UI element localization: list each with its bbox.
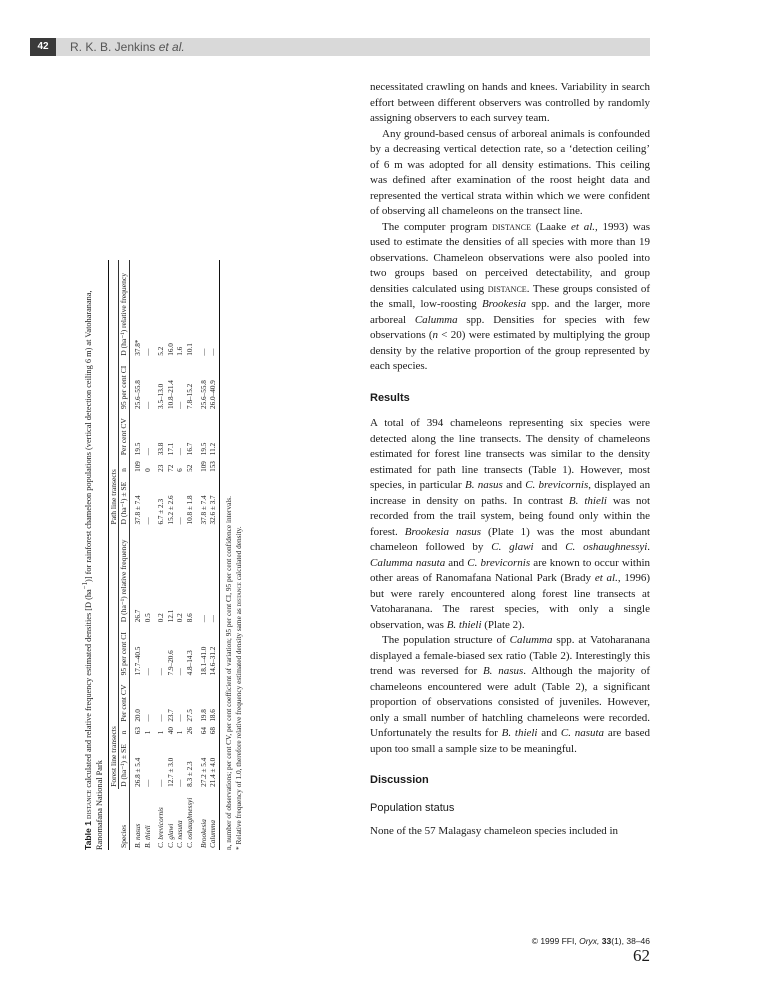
table-row: Calumma 21.4 ± 4.0 68 18.6 14.6–31.2 — 32.6 ± 3.7 153 11.2 26.0–40.9 — xyxy=(209,260,219,850)
col-path-relfreq: D (ha⁻¹) relative frequency xyxy=(119,272,129,356)
folio-number: 62 xyxy=(633,946,650,965)
table-row: Brookesia 27.2 ± 5.4 64 19.8 18.1–41.0 — 37.8 ± 7.4 109 19.5 25.6–55.8 — xyxy=(199,348,208,848)
table-footnote-2: * Relative frequency of 1.0, therefore relative frequency estimated density same as distance calculated density. xyxy=(233,526,243,850)
table-label: Table 1 xyxy=(82,821,93,850)
paragraph: Any ground-based census of arboreal animals is confounded by a decreasing vertical detection rate, so a ‘detection ceiling’ of 6 m was adopted for all density estimations. This ceiling was defined after examination of the roost height data and represented the vertical strata within which we were confident of observing all chameleons on the transect line. xyxy=(370,127,650,217)
section-heading-results: Results xyxy=(370,391,410,404)
table-footnote-1: n, number of observations; per cent CV, per cent coefficient of variation; 95 per cent CI, 95 per cent confidence intervals. xyxy=(223,496,233,850)
table-caption: Table 1 distance calculated and relative frequency estimated densities [D $(ha^{-1})$] for rainforest chameleon populations (vertical detection ceiling 6 m) at Vatoharanana, Ranomafana National Park xyxy=(82,290,104,850)
running-head-et-al: et al. xyxy=(158,40,185,54)
table-1 xyxy=(80,260,272,850)
col-forest-cv: Per cent CV xyxy=(119,684,129,722)
col-forest-ci: 95 per cent CI xyxy=(119,632,129,676)
group-forest: Forest line transects xyxy=(109,526,119,788)
copyright-line: © 1999 FFI, Oryx, 33(1), 38–46 xyxy=(531,936,650,946)
paragraph: necessitated crawling on hands and knees. Variability in search effort between different observers was controlled by randomly assigning observers to each survey team. xyxy=(370,81,650,124)
running-head-authors: R. K. B. Jenkins xyxy=(70,40,156,54)
table-body xyxy=(109,260,220,850)
group-path: Path line transects xyxy=(109,260,119,526)
col-path-cv: Per cent CV xyxy=(119,418,129,456)
table-row: C. brevicornis — 1 — — 0.2 6.7 ± 2.3 23 33.8 3.5–13.0 5.2 xyxy=(157,346,166,848)
col-forest-n: n xyxy=(119,730,129,735)
table-row: C. nasuta — 1 — — 0.2 — 6 — — 1.6 xyxy=(176,346,185,848)
page-number: 42 xyxy=(30,38,56,56)
paragraph: The population structure of Calumma spp. at Vatoharanana displayed a female-biased sex ratio (Table 2). Interestingly this trend was reversed for B. nasus. Although the majority of chameleons encountered were adult (Table 2), a significant proportion of observations consisted of juveniles. However, only a small number of hatchling chameleons were recorded. Unfortunately the results for B. thieli and C. nasuta are based upon too small a sample size to be meaningful. xyxy=(370,634,651,755)
col-forest-relfreq: D (ha⁻¹) relative frequency xyxy=(119,539,129,623)
body-column xyxy=(370,80,650,840)
col-path-density: D (ha⁻¹) ± SE xyxy=(119,481,129,525)
subsection-heading-population-status: Population status xyxy=(370,801,455,814)
table-row: C. oshaughnessyi 8.3 ± 2.3 26 27.5 4.8–14.3 8.6 10.8 ± 1.8 52 16.7 7.8–15.2 10.1 xyxy=(185,343,194,848)
table-footnotes xyxy=(224,260,244,850)
paragraph: A total of 394 chameleons representing six species were detected along the line transects. The density of chameleons estimated for forest line transects was similar to the density estimated for path line transects (Table 1). However, most species, in particular B. nasus and C. brevicornis, displayed an increase in density on paths. In contrast B. thieli was not recorded from the trail system, being found only within the forest. Brookesia nasus (Plate 1) was the most abundant chameleon followed by C. glawi and C. oshaughnessyi. Calumma nasuta and C. brevicornis are known to occur within other areas of Ranomafana National Park (Brady et al., 1996) but were rarely encountered along forest line transects at Vatoharanana. The rarest species, with only a single observation, was B. thieli (Plate 2). xyxy=(370,417,651,631)
col-forest-density: D (ha⁻¹) ± SE xyxy=(119,744,129,787)
paragraph: The computer program distance (Laake et al., 1993) was used to estimate the densities of all species with more than 19 observations. Chameleon observations were also pooled into two groups based on perceived detectability, and group densities calculated using distance. These groups consisted of the small, low-roosting Brookesia spp. and the larger, more arboreal Calumma spp. Densities for species with few observations (n < 20) were estimated by multiplying the group density by the relative proportion of the group represented by each species. xyxy=(370,220,651,372)
col-species: Species xyxy=(118,824,128,848)
table-row: B. nasus 26.8 ± 5.4 63 20.0 17.7–40.5 26.7 37.8 ± 7.4 109 19.5 25.6–55.8 37.8* xyxy=(133,339,142,848)
table-row: C. glawi 12.7 ± 3.0 40 23.7 7.9–20.6 12.1 15.2 ± 2.6 72 17.1 10.8–21.4 16.0 xyxy=(166,343,175,848)
col-path-ci: 95 per cent CI xyxy=(119,365,129,409)
col-path-n: n xyxy=(119,468,129,472)
table-row: B. thieli — 1 — — 0.5 — 0 — — — xyxy=(143,348,152,848)
running-head xyxy=(70,38,185,56)
paragraph: None of the 57 Malagasy chameleon species included in xyxy=(370,825,619,837)
section-heading-discussion: Discussion xyxy=(370,774,429,786)
table-group-header xyxy=(109,260,119,850)
table-column-header xyxy=(119,260,130,850)
